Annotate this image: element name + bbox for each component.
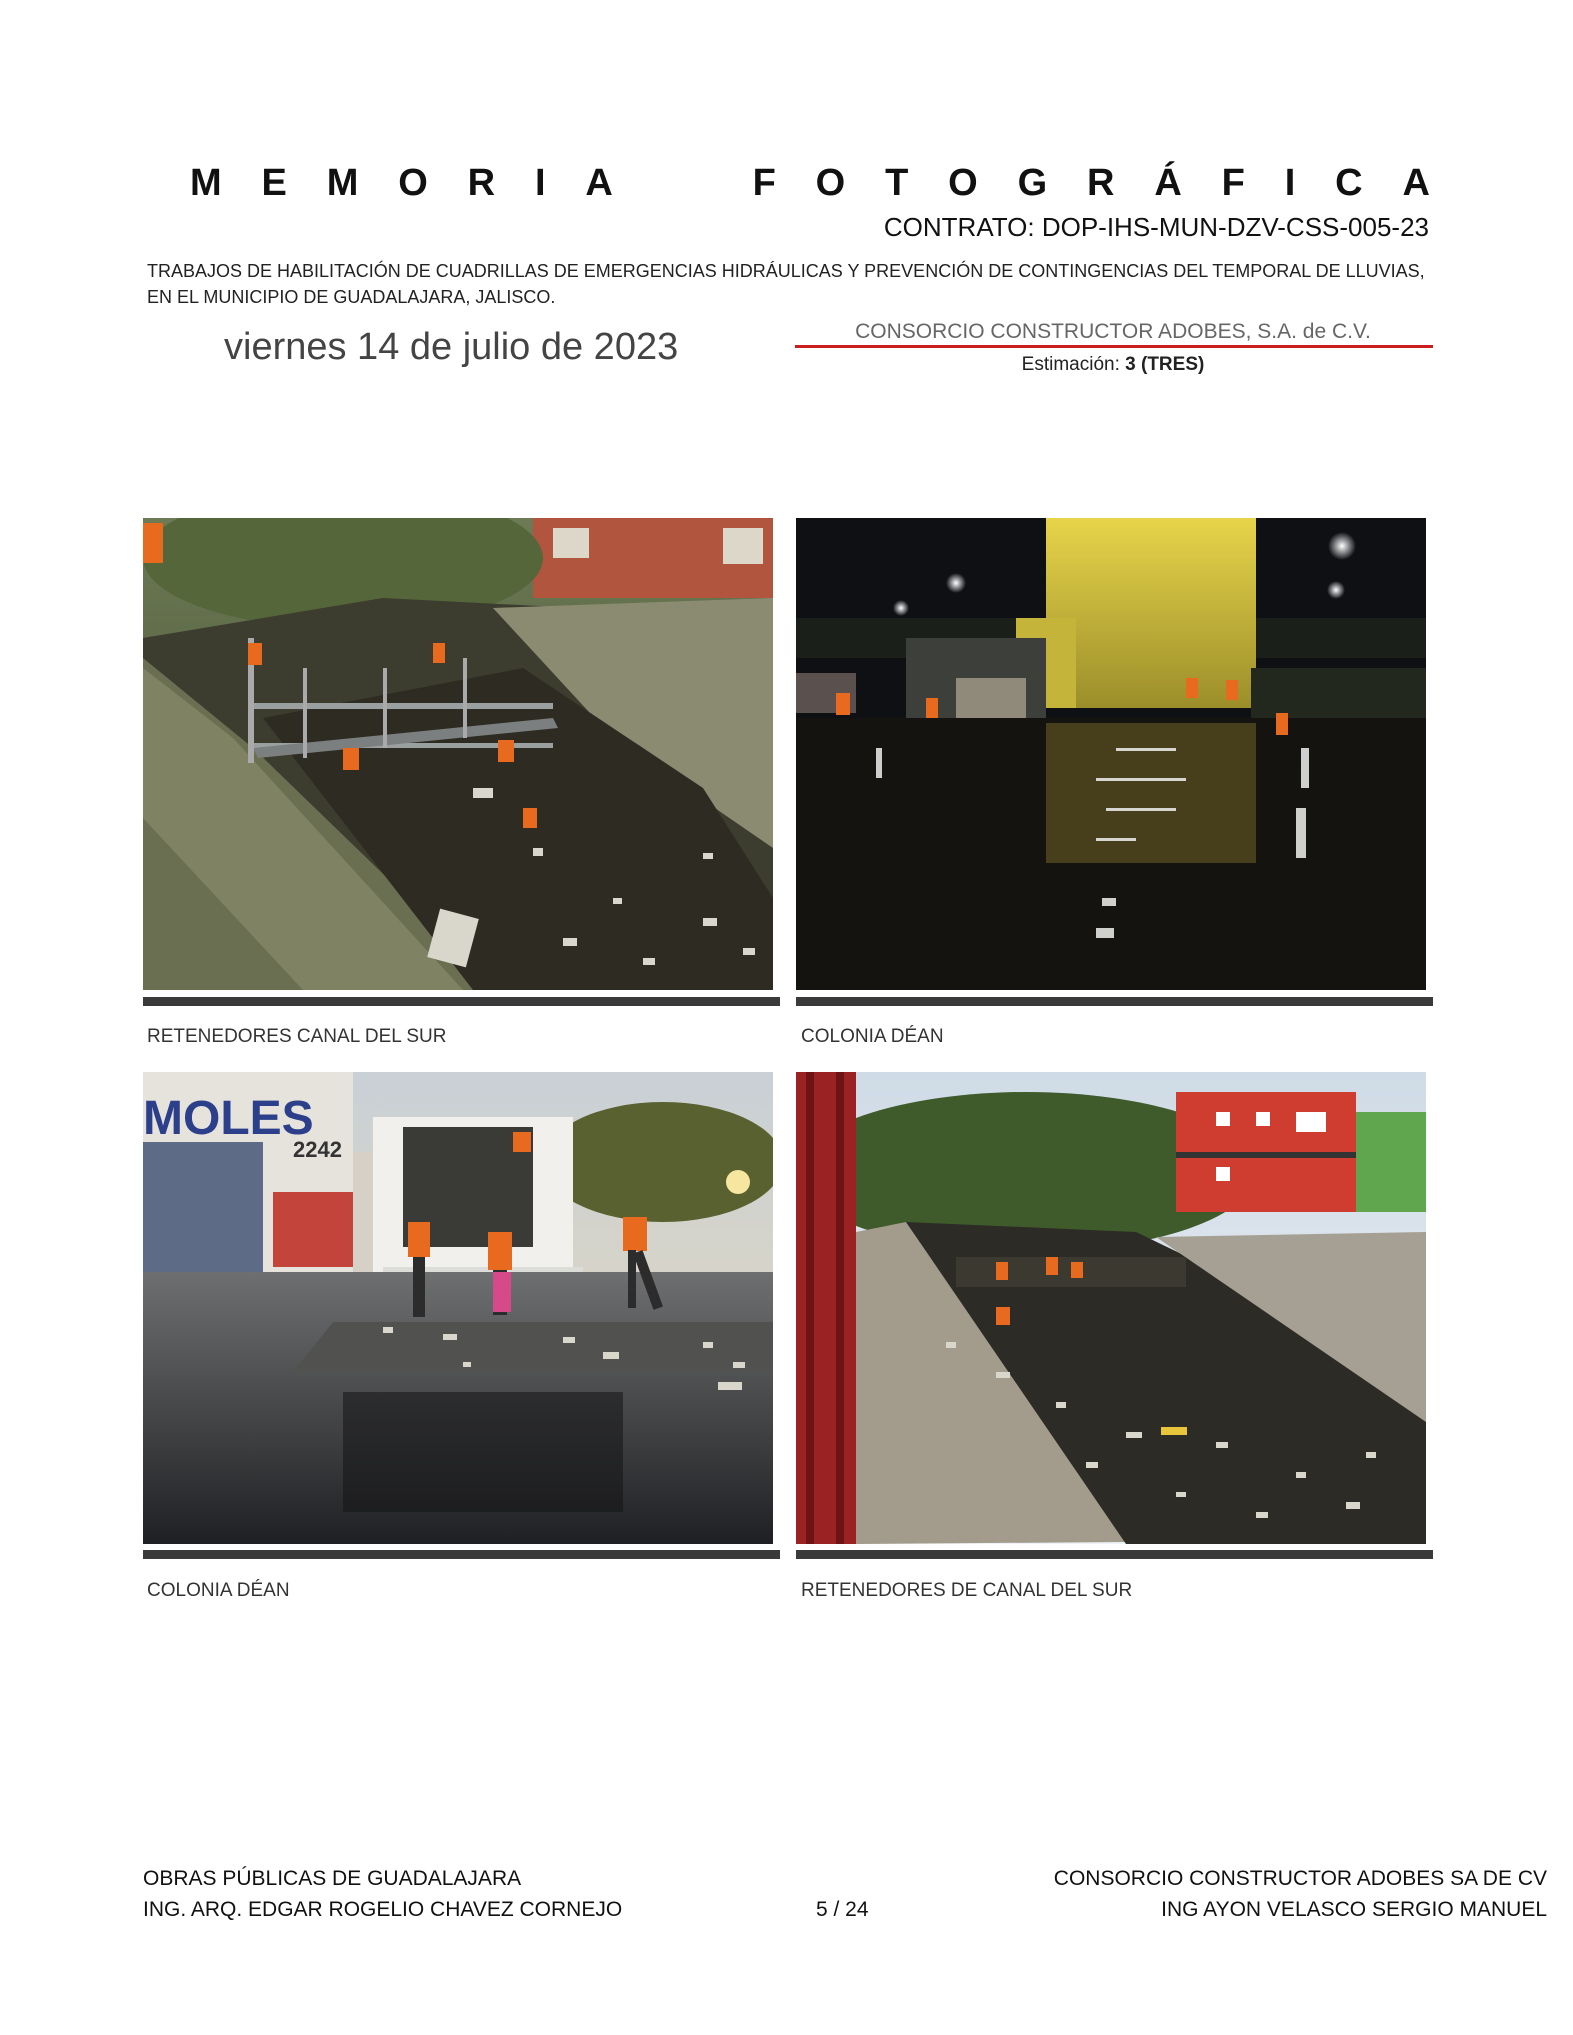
report-date: viernes 14 de julio de 2023: [224, 326, 679, 368]
photo-street-cleanup-image: [143, 1072, 773, 1544]
title-letter: M: [326, 161, 359, 204]
title-letter: A: [1402, 161, 1430, 204]
footer-right: [1054, 1863, 1547, 1925]
wall-number: 2242: [293, 1137, 342, 1162]
page-title: [190, 158, 1430, 208]
title-letter: R: [467, 161, 496, 204]
title-letter: O: [815, 161, 846, 204]
footer-right-line: ING AYON VELASCO SERGIO MANUEL: [1161, 1898, 1547, 1921]
title-letter: O: [398, 161, 428, 204]
estimation-label: Estimación:: [1021, 354, 1120, 375]
photo-bar: [143, 997, 780, 1006]
photo-canal-daytime-image: [796, 1072, 1426, 1544]
photo-bar: [143, 1550, 780, 1559]
photo-bar: [796, 1550, 1433, 1559]
footer-left-line: ING. ARQ. EDGAR ROGELIO CHAVEZ CORNEJO: [143, 1898, 623, 1921]
title-letter: E: [261, 161, 287, 204]
footer-left-line: OBRAS PÚBLICAS DE GUADALAJARA: [143, 1867, 522, 1890]
photo-bar: [796, 997, 1433, 1006]
photo-caption: COLONIA DÉAN: [801, 1026, 944, 1047]
red-divider: [795, 345, 1433, 348]
title-letter: A: [585, 161, 613, 204]
footer-left: [143, 1863, 622, 1925]
title-letter: Á: [1154, 161, 1182, 204]
photo-caption: RETENEDORES DE CANAL DEL SUR: [801, 1580, 1133, 1601]
title-letter: F: [1221, 161, 1245, 204]
page-number: 5 / 24: [816, 1898, 869, 1921]
title-letter: M: [190, 161, 222, 204]
estimation: [795, 354, 1431, 376]
photo-caption: COLONIA DÉAN: [147, 1580, 290, 1601]
photo-canal-daytime: [796, 1072, 1426, 1544]
consortium-name: CONSORCIO CONSTRUCTOR ADOBES, S.A. de C.V.: [855, 320, 1371, 343]
wall-sign: MOLES: [143, 1092, 314, 1145]
works-line: TRABAJOS DE HABILITACIÓN DE CUADRILLAS DE EMERGENCIAS HIDRÁULICAS Y PREVENCIÓN DE CONTINGENCIAS DEL TEMPORAL DE LLUVIAS,: [147, 261, 1425, 281]
title-letter: I: [1284, 161, 1296, 204]
works-description: [147, 258, 1432, 310]
contract-number: CONTRATO: DOP-IHS-MUN-DZV-CSS-005-23: [883, 212, 1429, 242]
photo-canal-workers-image: [143, 518, 773, 990]
title-letter: G: [1017, 161, 1048, 204]
title-letter: F: [752, 161, 776, 204]
photo-caption: RETENEDORES CANAL DEL SUR: [147, 1026, 447, 1047]
estimation-value: 3 (TRES): [1125, 354, 1205, 375]
photo-canal-workers: [143, 518, 773, 990]
title-letter: C: [1335, 161, 1363, 204]
title-letter: R: [1087, 161, 1115, 204]
works-line: EN EL MUNICIPIO DE GUADALAJARA, JALISCO.: [147, 287, 556, 307]
photo-night-flood: [796, 518, 1426, 990]
photo-street-cleanup: [143, 1072, 773, 1544]
footer-right-line: CONSORCIO CONSTRUCTOR ADOBES SA DE CV: [1053, 1867, 1547, 1890]
title-letter: T: [885, 161, 909, 204]
title-letter: O: [948, 161, 978, 204]
photo-night-flood-image: [796, 518, 1426, 990]
title-letter: I: [534, 161, 546, 204]
